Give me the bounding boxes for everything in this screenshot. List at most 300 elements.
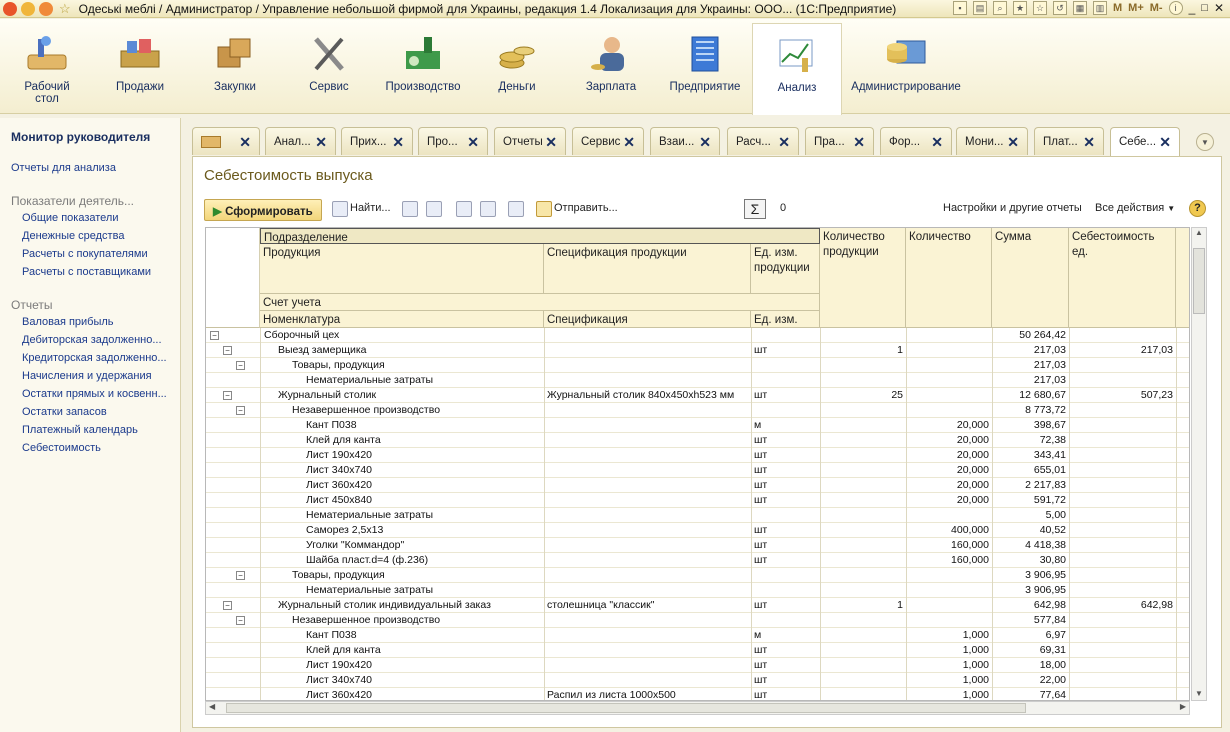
link-reports-analysis[interactable]: Отчеты для анализа xyxy=(11,162,116,174)
cell-cost: 507,23 xyxy=(1140,389,1173,401)
sales-basket-icon xyxy=(117,33,163,77)
cell-sum: 40,52 xyxy=(1039,524,1066,536)
cell-sum: 4 418,38 xyxy=(1025,539,1066,551)
header-product[interactable]: Продукция xyxy=(260,244,544,294)
link-cost[interactable]: Себестоимость xyxy=(22,442,101,454)
cell-spec xyxy=(547,373,750,388)
header-nomenclature[interactable]: Номенклатура xyxy=(260,311,544,328)
panel-title[interactable]: Монитор руководителя xyxy=(11,130,151,144)
cell-qty-product xyxy=(820,523,903,538)
table-row[interactable] xyxy=(206,598,1190,613)
link-receivables[interactable]: Дебиторская задолженно... xyxy=(22,334,162,346)
paste-icon[interactable] xyxy=(426,201,442,217)
section-label: Продажи xyxy=(115,81,165,93)
cell-spec xyxy=(547,628,750,643)
cell-spec xyxy=(547,613,750,628)
scroll-thumb[interactable] xyxy=(1193,248,1205,314)
link-accruals[interactable]: Начисления и удержания xyxy=(22,370,152,382)
scroll-up-icon[interactable]: ▲ xyxy=(1195,228,1203,237)
link-general-indicators[interactable]: Общие показатели xyxy=(22,212,119,224)
cell-name: Кант П038 xyxy=(306,629,357,641)
cell-sum: 591,72 xyxy=(1033,494,1066,506)
cell-spec: Журнальный столик 840х450хh523 мм xyxy=(547,389,735,401)
table-row[interactable] xyxy=(206,388,1190,403)
section-label: Деньги xyxy=(498,81,536,93)
cell-spec xyxy=(547,553,750,568)
preview-icon[interactable] xyxy=(480,201,496,217)
tab-income[interactable] xyxy=(341,127,413,155)
cell-unit: шт xyxy=(754,689,768,701)
header-filler xyxy=(1176,228,1190,328)
cell-qty-product xyxy=(820,583,903,598)
cell-qty-product xyxy=(820,433,903,448)
cell-cost: 217,03 xyxy=(1140,344,1173,356)
cell-sum: 3 906,95 xyxy=(1025,569,1066,581)
cell-cost xyxy=(1069,628,1173,643)
tree-toggle-icon[interactable]: − xyxy=(223,601,232,610)
cell-qty: 160,000 xyxy=(951,554,989,566)
cell-unit: шт xyxy=(754,389,768,401)
cell-sum: 343,41 xyxy=(1033,449,1066,461)
report-toolbar xyxy=(204,199,1214,221)
section-sales[interactable] xyxy=(95,33,185,93)
cell-cost xyxy=(1069,448,1173,463)
cell-unit: шт xyxy=(754,344,768,356)
close-icon[interactable]: ✕ xyxy=(545,134,557,150)
section-administration[interactable] xyxy=(850,33,962,93)
cell-qty-product: 25 xyxy=(891,389,903,401)
header-cost-unit[interactable]: Себестоимость ед. xyxy=(1069,228,1176,328)
cell-spec xyxy=(547,343,750,358)
cell-qty xyxy=(906,403,989,418)
memory-minus-button[interactable]: M- xyxy=(1149,2,1163,14)
report-window xyxy=(192,156,1222,728)
cell-cost xyxy=(1069,463,1173,478)
close-icon[interactable]: ✕ xyxy=(699,134,711,150)
report-table[interactable] xyxy=(205,227,1190,701)
cell-unit: шт xyxy=(754,539,768,551)
cell-spec xyxy=(547,523,750,538)
cell-qty: 1,000 xyxy=(962,629,989,641)
table-row[interactable] xyxy=(206,553,1190,568)
cell-unit: шт xyxy=(754,524,768,536)
cell-sum: 217,03 xyxy=(1033,374,1066,386)
section-label: Сервис xyxy=(309,81,349,93)
table-row[interactable] xyxy=(206,463,1190,478)
tab-service[interactable] xyxy=(572,127,644,155)
link-direct-indirect[interactable]: Остатки прямых и косвенн... xyxy=(22,388,167,400)
cell-qty-product xyxy=(820,418,903,433)
cell-cost xyxy=(1069,493,1173,508)
table-row[interactable] xyxy=(206,418,1190,433)
preview-icon[interactable]: ⌕ xyxy=(993,1,1007,15)
cell-name: Нематериальные затраты xyxy=(306,374,434,386)
table-row[interactable] xyxy=(206,403,1190,418)
cell-unit: шт xyxy=(754,659,768,671)
cell-cost xyxy=(1069,523,1173,538)
cell-name: Лист 360х420 xyxy=(306,479,373,491)
cell-spec xyxy=(547,583,750,598)
cell-qty xyxy=(906,613,989,628)
money-coins-icon xyxy=(494,33,540,77)
section-enterprise[interactable] xyxy=(660,33,750,93)
cell-qty xyxy=(906,583,989,598)
menu-icon[interactable] xyxy=(21,2,35,16)
tab-rights[interactable] xyxy=(805,127,874,155)
close-icon[interactable]: ✕ xyxy=(623,134,635,150)
cell-sum: 69,31 xyxy=(1039,644,1066,656)
tab-forms[interactable] xyxy=(880,127,952,155)
tab-label: Анал... xyxy=(274,136,311,148)
mail-icon[interactable] xyxy=(536,201,552,217)
print-icon[interactable] xyxy=(456,201,472,217)
cell-qty-product xyxy=(820,358,903,373)
history-icon[interactable]: ↺ xyxy=(1053,1,1067,15)
close-icon[interactable]: ✕ xyxy=(1213,1,1224,15)
enterprise-building-icon xyxy=(682,33,728,77)
open-windows-tabs xyxy=(188,127,1218,157)
link-money[interactable]: Денежные средства xyxy=(22,230,125,242)
calculator-icon[interactable]: ▦ xyxy=(1073,1,1087,15)
cell-cost xyxy=(1069,508,1173,523)
salary-person-icon xyxy=(588,33,634,77)
cell-name: Уголки "Коммандор" xyxy=(306,539,405,551)
link-payables[interactable]: Кредиторская задолженно... xyxy=(22,352,167,364)
cell-qty: 1,000 xyxy=(962,659,989,671)
section-panel xyxy=(0,19,1230,114)
copy-icon[interactable] xyxy=(402,201,418,217)
section-label: Администрирование xyxy=(851,81,961,93)
table-row[interactable] xyxy=(206,433,1190,448)
section-desktop[interactable] xyxy=(2,33,92,105)
close-icon[interactable]: ✕ xyxy=(1007,134,1019,150)
cell-unit xyxy=(754,613,818,628)
cell-qty xyxy=(906,373,989,388)
close-icon[interactable]: ✕ xyxy=(239,134,251,150)
cell-unit: шт xyxy=(754,644,768,656)
cell-qty-product: 1 xyxy=(897,344,903,356)
table-row[interactable] xyxy=(206,523,1190,538)
section-purchases[interactable] xyxy=(190,33,280,93)
desktop-icon xyxy=(201,136,221,148)
search-icon[interactable] xyxy=(332,201,348,217)
cell-cost xyxy=(1069,538,1173,553)
cell-name: Лист 190х420 xyxy=(306,449,373,461)
cell-cost xyxy=(1069,373,1173,388)
tab-cost-price[interactable] xyxy=(1110,127,1180,158)
cell-unit: шт xyxy=(754,554,768,566)
cell-qty xyxy=(906,598,989,613)
cell-qty: 20,000 xyxy=(956,464,989,476)
cell-sum: 5,00 xyxy=(1045,509,1066,521)
cell-qty-product xyxy=(820,463,903,478)
cell-sum: 577,84 xyxy=(1033,614,1066,626)
cell-sum: 217,03 xyxy=(1033,359,1066,371)
section-production[interactable] xyxy=(378,33,468,93)
section-label: Предприятие xyxy=(669,81,741,93)
table-row[interactable] xyxy=(206,628,1190,643)
settings-link[interactable]: Настройки и другие отчеты xyxy=(943,202,1082,214)
close-icon[interactable]: ✕ xyxy=(1159,134,1171,150)
cell-spec xyxy=(547,673,750,688)
maximize-icon[interactable]: □ xyxy=(1201,2,1208,14)
cell-unit xyxy=(754,358,818,373)
header-qty[interactable]: Количество xyxy=(906,228,992,328)
app-logo-icon[interactable] xyxy=(3,2,17,16)
cell-cost xyxy=(1069,478,1173,493)
header-sum[interactable]: Сумма xyxy=(992,228,1069,328)
cell-spec: Распил из листа 1000х500 xyxy=(547,689,676,701)
table-row[interactable] xyxy=(206,538,1190,553)
help-icon[interactable]: ? xyxy=(1189,200,1206,217)
send-button[interactable]: Отправить... xyxy=(554,202,618,214)
cell-name: Шайба пласт.d=4 (ф.236) xyxy=(306,554,429,566)
header-spec-product[interactable]: Спецификация продукции xyxy=(544,244,751,294)
cell-unit xyxy=(754,508,818,523)
memory-plus-button[interactable]: M+ xyxy=(1128,2,1144,14)
tab-label: Сервис xyxy=(581,136,621,148)
table-row[interactable] xyxy=(206,343,1190,358)
cell-unit: шт xyxy=(754,494,768,506)
cell-spec xyxy=(547,328,750,343)
tab-settlements[interactable] xyxy=(650,127,720,155)
cell-cost xyxy=(1069,553,1173,568)
cell-spec xyxy=(547,568,750,583)
tab-label: Прих... xyxy=(350,136,387,148)
cell-qty: 20,000 xyxy=(956,419,989,431)
tree-toggle-icon[interactable]: − xyxy=(223,391,232,400)
minimize-icon[interactable]: _ xyxy=(1188,1,1196,15)
cell-name: Выезд замерщика xyxy=(278,344,367,356)
group-indicators: Показатели деятель... xyxy=(11,194,135,208)
cell-qty: 20,000 xyxy=(956,494,989,506)
cell-sum: 6,97 xyxy=(1045,629,1066,641)
horizontal-scrollbar[interactable] xyxy=(205,701,1190,715)
window-titlebar xyxy=(0,0,1230,18)
print-icon[interactable]: ▤ xyxy=(973,1,987,15)
link-gross-profit[interactable]: Валовая прибыль xyxy=(22,316,114,328)
chevron-down-icon[interactable]: ▼ xyxy=(1196,133,1214,151)
table-row[interactable] xyxy=(206,688,1190,701)
tab-monitor[interactable] xyxy=(956,127,1028,155)
close-icon[interactable]: ✕ xyxy=(778,134,790,150)
cell-name: Лист 340х740 xyxy=(306,464,373,476)
cell-name: Лист 190х420 xyxy=(306,659,373,671)
cell-sum: 217,03 xyxy=(1033,344,1066,356)
cell-qty-product xyxy=(820,493,903,508)
cell-unit xyxy=(754,568,818,583)
cell-name: Кант П038 xyxy=(306,419,357,431)
cell-sum: 18,00 xyxy=(1039,659,1066,671)
cell-qty-product xyxy=(820,658,903,673)
calendar-icon[interactable]: ▥ xyxy=(1093,1,1107,15)
header-division[interactable]: Подразделение xyxy=(260,228,820,244)
cell-unit xyxy=(754,373,818,388)
cell-name: Журнальный столик индивидуальный заказ xyxy=(278,599,491,611)
group-reports: Отчеты xyxy=(11,298,53,312)
section-label: Закупки xyxy=(214,81,256,93)
desktop-icon xyxy=(24,33,70,77)
cell-sum: 22,00 xyxy=(1039,674,1066,686)
section-label: Производство xyxy=(385,81,461,93)
save-icon[interactable]: ▪ xyxy=(953,1,967,15)
cell-name: Нематериальные затраты xyxy=(306,509,434,521)
table-row[interactable] xyxy=(206,613,1190,628)
close-icon[interactable]: ✕ xyxy=(931,134,943,150)
tree-toggle-icon[interactable]: − xyxy=(236,616,245,625)
cell-sum: 8 773,72 xyxy=(1025,404,1066,416)
scroll-right-icon[interactable]: ▶ xyxy=(1179,702,1186,711)
cell-qty: 20,000 xyxy=(956,479,989,491)
section-label: Анализ xyxy=(777,82,817,94)
cell-unit xyxy=(754,583,818,598)
sum-value: 0 xyxy=(780,202,787,214)
scroll-down-icon[interactable]: ▼ xyxy=(1195,689,1203,698)
section-analysis[interactable] xyxy=(752,23,842,115)
cell-qty xyxy=(906,508,989,523)
cell-qty xyxy=(906,343,989,358)
sum-button[interactable]: Σ xyxy=(744,199,766,219)
tab-analysis[interactable] xyxy=(265,127,336,155)
favorites-icon[interactable]: ★ xyxy=(1013,1,1027,15)
cell-cost xyxy=(1069,673,1173,688)
tree-toggle-icon[interactable]: − xyxy=(236,406,245,415)
tab-label: Взаи... xyxy=(659,136,695,148)
tab-label: Фор... xyxy=(889,136,921,148)
cell-qty xyxy=(906,328,989,343)
close-icon[interactable]: ✕ xyxy=(467,134,479,150)
tab-label: Пра... xyxy=(814,136,845,148)
tab-calculations[interactable] xyxy=(727,127,799,155)
cell-qty-product xyxy=(820,373,903,388)
cell-name: Клей для канта xyxy=(306,644,381,656)
link-payment-calendar[interactable]: Платежный календарь xyxy=(22,424,138,436)
table-row[interactable] xyxy=(206,643,1190,658)
scroll-thumb-horizontal[interactable] xyxy=(226,703,1026,713)
cell-name: Саморез 2,5х13 xyxy=(306,524,384,536)
table-row[interactable] xyxy=(206,328,1190,343)
cell-name: Клей для канта xyxy=(306,434,381,446)
cell-name: Незавершенное производство xyxy=(292,404,441,416)
tab-payments[interactable] xyxy=(1034,127,1104,155)
cell-cost xyxy=(1069,418,1173,433)
cell-qty-product xyxy=(820,538,903,553)
cell-cost xyxy=(1069,613,1173,628)
star-icon[interactable]: ☆ xyxy=(59,0,71,16)
cell-spec xyxy=(547,448,750,463)
cell-qty-product xyxy=(820,328,903,343)
tab-home[interactable] xyxy=(192,127,260,155)
info-icon[interactable]: i xyxy=(1169,1,1183,15)
link-suppliers[interactable]: Расчеты с поставщиками xyxy=(22,266,152,278)
table-row[interactable] xyxy=(206,658,1190,673)
section-money[interactable] xyxy=(472,33,562,93)
link-customers[interactable]: Расчеты с покупателями xyxy=(22,248,148,260)
cell-spec: столешница "классик" xyxy=(547,599,655,611)
cell-unit: м xyxy=(754,629,762,641)
section-label: Рабочий xyxy=(24,81,70,93)
table-row[interactable] xyxy=(206,478,1190,493)
cell-qty xyxy=(906,568,989,583)
administration-icon xyxy=(883,33,929,77)
memory-button[interactable]: M xyxy=(1113,2,1123,14)
cell-spec xyxy=(547,493,750,508)
generate-button[interactable] xyxy=(204,199,322,221)
link-stock-balances[interactable]: Остатки запасов xyxy=(22,406,107,418)
save-icon[interactable] xyxy=(508,201,524,217)
cell-qty-product xyxy=(820,643,903,658)
scroll-left-icon[interactable]: ◀ xyxy=(209,702,216,711)
header-unit[interactable]: Ед. изм. xyxy=(751,311,820,328)
cell-sum: 77,64 xyxy=(1039,689,1066,701)
table-row[interactable] xyxy=(206,358,1190,373)
cell-qty: 160,000 xyxy=(951,539,989,551)
cell-sum: 50 264,42 xyxy=(1019,329,1066,341)
cell-qty: 1,000 xyxy=(962,674,989,686)
cell-qty-product xyxy=(820,613,903,628)
header-qty-product[interactable]: Количество продукции xyxy=(820,228,906,328)
tree-toggle-icon[interactable]: − xyxy=(223,346,232,355)
window-title: Одеські меблі / Администратор / Управление небольшой фирмой для Украины, редакция 1.4 Локализация для Украины: ООО... (1С:Предприятие) xyxy=(78,1,897,16)
table-row[interactable] xyxy=(206,373,1190,388)
table-row[interactable] xyxy=(206,583,1190,598)
navigation-panel xyxy=(0,118,181,732)
cell-name: Нематериальные затраты xyxy=(306,584,434,596)
table-row[interactable] xyxy=(206,508,1190,523)
tree-toggle-icon[interactable]: − xyxy=(236,571,245,580)
analysis-chart-icon xyxy=(774,34,820,78)
table-row[interactable] xyxy=(206,493,1190,508)
tab-production[interactable] xyxy=(418,127,488,155)
cell-qty: 1,000 xyxy=(962,689,989,701)
cell-cost xyxy=(1069,358,1173,373)
table-row[interactable] xyxy=(206,673,1190,688)
section-service[interactable] xyxy=(284,33,374,93)
header-unit-product[interactable]: Ед. изм. продукции xyxy=(751,244,820,294)
home-icon[interactable] xyxy=(39,2,53,16)
cell-spec xyxy=(547,418,750,433)
tab-reports[interactable] xyxy=(494,127,566,155)
close-icon[interactable]: ✕ xyxy=(1083,134,1095,150)
close-icon[interactable]: ✕ xyxy=(315,134,327,150)
bookmark-icon[interactable]: ☆ xyxy=(1033,1,1047,15)
table-row[interactable] xyxy=(206,448,1190,463)
tab-label: Про... xyxy=(427,136,458,148)
header-spec[interactable]: Спецификация xyxy=(544,311,751,328)
purchases-boxes-icon xyxy=(212,33,258,77)
cell-cost xyxy=(1069,583,1173,598)
cell-sum: 398,67 xyxy=(1033,419,1066,431)
table-row[interactable] xyxy=(206,568,1190,583)
vertical-scrollbar[interactable] xyxy=(1191,227,1207,701)
all-actions-menu[interactable] xyxy=(1095,202,1175,214)
header-account[interactable]: Счет учета xyxy=(260,294,820,311)
cell-qty-product: 1 xyxy=(897,599,903,611)
close-icon[interactable]: ✕ xyxy=(392,134,404,150)
section-salary[interactable] xyxy=(566,33,656,93)
cell-qty-product xyxy=(820,508,903,523)
cell-name: Лист 360х420 xyxy=(306,689,373,701)
tab-label: Себе... xyxy=(1119,136,1157,148)
close-icon[interactable]: ✕ xyxy=(853,134,865,150)
cell-name: Незавершенное производство xyxy=(292,614,441,626)
tree-toggle-icon[interactable]: − xyxy=(236,361,245,370)
find-button[interactable]: Найти... xyxy=(350,202,391,214)
tree-toggle-icon[interactable]: − xyxy=(210,331,219,340)
cell-qty: 20,000 xyxy=(956,434,989,446)
cell-cost xyxy=(1069,643,1173,658)
production-icon xyxy=(400,33,446,77)
